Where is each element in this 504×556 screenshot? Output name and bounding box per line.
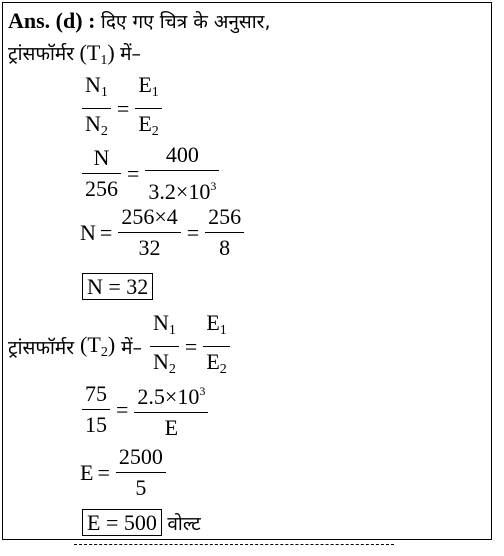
result-e-line <box>82 510 201 537</box>
equals-sign: = <box>97 459 110 485</box>
bottom-divider <box>74 544 394 545</box>
fraction-e1-e2: $\frac{E_1}{E_2}$ <box>203 310 229 383</box>
equation-substitution-2 <box>80 378 210 441</box>
transformer2-line <box>8 310 232 383</box>
result-e-unit: वोल्ट <box>167 513 201 535</box>
equals-sign: = <box>116 95 130 121</box>
equals-sign: = <box>184 333 198 359</box>
transformer1-name: $(T_1)$ <box>79 40 115 68</box>
fraction-256-8: $\frac{256}{8}$ <box>205 204 244 261</box>
transformer1-heading-line <box>8 40 141 74</box>
equation-ratio-1 <box>80 72 164 145</box>
transformer1-heading: ट्रांसफॉर्मर <box>8 43 75 65</box>
equation-solve-n <box>80 204 246 261</box>
equation-solve-e <box>80 444 168 501</box>
fraction-n1-n2: $\frac{N_1}{N_2}$ <box>82 72 111 145</box>
fraction-2500-5: $\frac{2500}{5}$ <box>116 444 166 501</box>
fraction-n1-n2: $\frac{N_1}{N_2}$ <box>150 310 179 383</box>
equals-sign: = <box>127 160 140 186</box>
fraction-n-256: $\frac{N}{256}$ <box>82 145 121 202</box>
answer-intro: दिए गए चित्र के अनुसार, <box>100 11 271 33</box>
result-n-box: N = 32 <box>82 273 153 300</box>
equals-sign: = <box>186 219 200 245</box>
transformer2-suffix: में– <box>121 336 143 359</box>
transformer1-suffix: में– <box>120 43 142 65</box>
answer-line <box>8 8 271 35</box>
equation-substitution-1 <box>80 142 221 205</box>
equals-sign: = <box>116 396 129 422</box>
result-e-box: E = 500 <box>82 509 162 536</box>
answer-label: Ans. (d) : <box>8 8 96 33</box>
transformer2-name: $(T_2)$ <box>80 332 116 360</box>
answer-frame <box>2 2 492 540</box>
equals-sign: = <box>99 219 113 245</box>
transformer2-heading: ट्रांसफॉर्मर <box>8 336 75 359</box>
fraction-e1-e2: $\frac{E_1}{E_2}$ <box>135 72 161 145</box>
fraction-75-15: $\frac{75}{15}$ <box>82 381 110 438</box>
result-n-line <box>82 274 153 300</box>
n-variable: N <box>80 219 96 245</box>
fraction-400-3200: $\frac{400}{3.2\times 10^3}$ <box>145 142 219 205</box>
e-variable: E <box>80 459 94 485</box>
fraction-2500-e: $\frac{2.5\times 10^3}{E}$ <box>134 378 208 441</box>
fraction-1024-32: $\frac{256\times 4}{32}$ <box>118 204 180 261</box>
